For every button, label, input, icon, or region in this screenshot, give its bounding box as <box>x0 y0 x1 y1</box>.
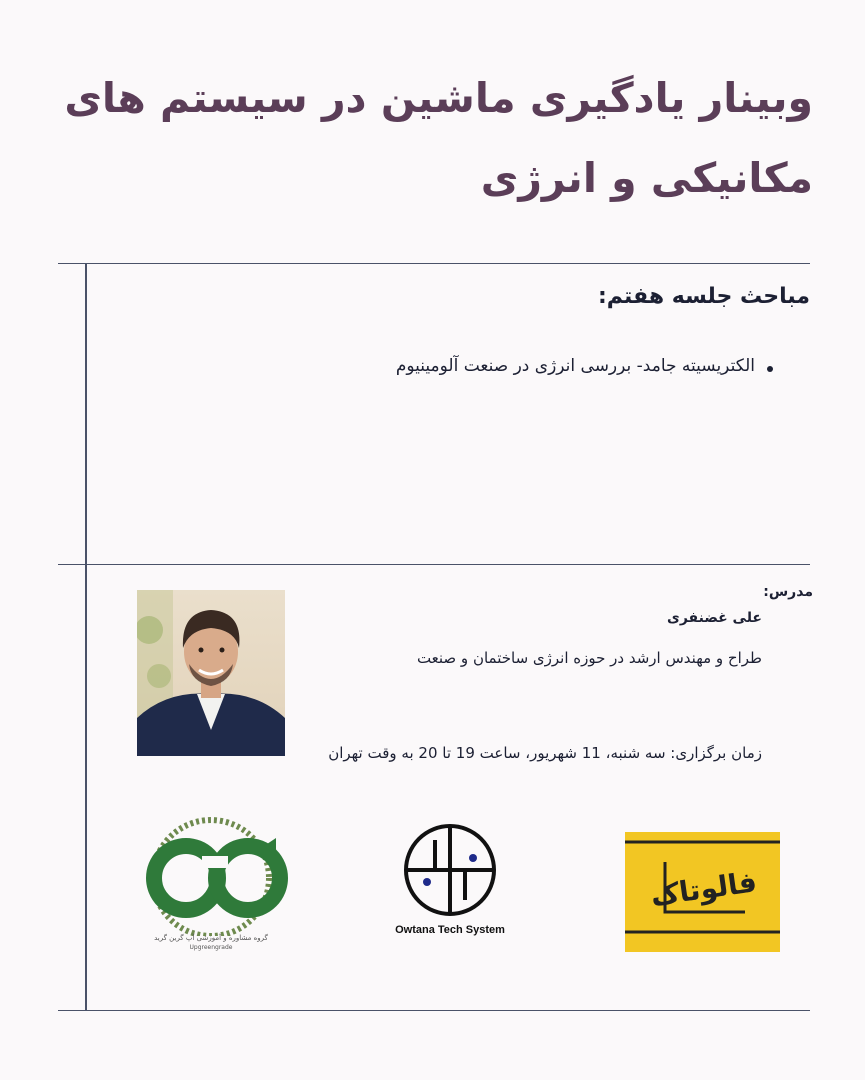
upgreengrade-caption: گروه مشاوره و آموزشی آپ گرین گرید <box>154 934 268 942</box>
page-title <box>33 58 813 218</box>
title-line-2: مکانیکی و انرژی <box>480 154 813 202</box>
topic-item: الکتریسیته جامد- بررسی انرژی در صنعت آلومینیوم <box>396 356 773 376</box>
go-recycle-icon <box>118 816 304 936</box>
falotak-logo <box>625 832 780 952</box>
session-heading: مباحث جلسه هفتم: <box>597 284 810 309</box>
divider-top <box>58 263 810 264</box>
divider-middle <box>58 564 810 565</box>
falotak-wordmark: فالوتاک <box>648 865 759 913</box>
upgreengrade-logo <box>118 816 304 956</box>
divider-bottom <box>58 1010 810 1011</box>
vertical-rule <box>85 263 87 1011</box>
upgreengrade-caption-en: Upgreengrade <box>189 944 233 951</box>
owtana-logo <box>365 820 535 950</box>
instructor-label: مدرس: <box>763 584 813 600</box>
schedule-text: زمان برگزاری: سه شنبه، 11 شهریور، ساعت 19 تا 20 به وقت تهران <box>328 744 762 762</box>
owtana-caption: Owtana Tech System <box>395 924 505 936</box>
instructor-name: علی غضنفری <box>666 610 762 626</box>
instructor-bio: طراح و مهندس ارشد در حوزه انرژی ساختمان و صنعت <box>416 649 762 667</box>
portrait-illustration <box>137 590 285 756</box>
instructor-photo <box>137 590 285 756</box>
title-line-1: وبینار یادگیری ماشین در سیستم های <box>64 74 813 122</box>
owtana-icon <box>365 820 535 920</box>
topic-list <box>396 356 773 376</box>
